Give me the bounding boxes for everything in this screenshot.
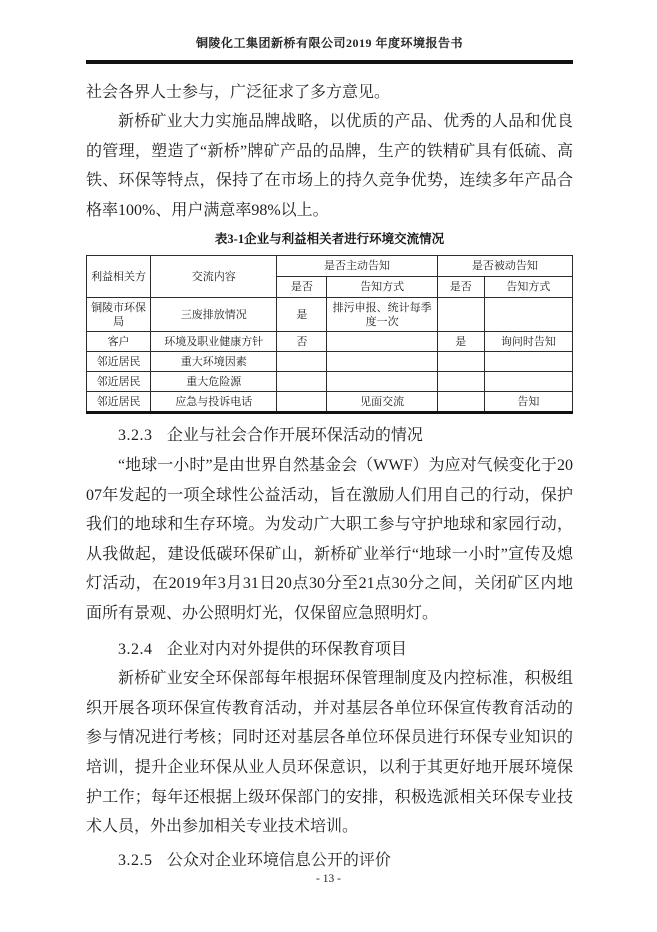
page-header — [86, 34, 573, 64]
page-number: - 13 - — [316, 873, 341, 885]
section-heading-3-2-4 — [86, 635, 573, 665]
col-header-passive-yesno: 是否 — [437, 277, 484, 298]
table-cell — [277, 372, 327, 392]
table-cell: 告知 — [484, 392, 572, 413]
table-cell: 重大危险源 — [151, 372, 277, 392]
paragraph-brand-strategy: 新桥矿业大力实施品牌战略，以优质的产品、优秀的人品和优良的管理，塑造了“新桥”牌矿产品的品牌，生产的铁精矿具有低硫、高铁、环保等特点，保持了在市场上的持久竞争优势，连续多年产品合格率100%、用户满意率98%以上。 — [86, 113, 573, 219]
table-cell — [484, 372, 572, 392]
section-title: 公众对企业环境信息公开的评价 — [166, 851, 391, 869]
table-cell: 邻近居民 — [87, 392, 151, 413]
table-cell: 见面交流 — [327, 392, 437, 413]
col-header-passive-method: 告知方式 — [484, 277, 572, 298]
table-cell — [437, 352, 484, 372]
section-title: 企业对内对外提供的环保教育项目 — [166, 640, 407, 658]
table-row — [87, 332, 573, 352]
section-title: 企业与社会合作开展环保活动的情况 — [166, 427, 423, 445]
table-cell: 铜陵市环保局 — [87, 298, 151, 332]
section-heading-3-2-5 — [86, 846, 573, 876]
table-cell — [437, 372, 484, 392]
table-cell — [437, 392, 484, 413]
header-rule — [86, 60, 573, 64]
table-row — [87, 392, 573, 413]
stakeholder-communication-table — [86, 255, 573, 414]
table-cell: 环境及职业健康方针 — [151, 332, 277, 352]
table-cell — [327, 352, 437, 372]
table-cell: 否 — [277, 332, 327, 352]
table-body — [87, 298, 573, 413]
table-cell — [327, 372, 437, 392]
table-cell: 三废排放情况 — [151, 298, 277, 332]
col-header-content: 交流内容 — [151, 256, 277, 298]
page-footer — [0, 872, 657, 886]
table-cell: 是 — [277, 298, 327, 332]
section-number: 3.2.5 — [118, 851, 153, 869]
paragraph-education-program: 新桥矿业安全环保部每年根据环保管理制度及内控标准，积极组织开展各项环保宣传教育活动，并对基层各单位环保宣传教育活动的参与情况进行考核；同时还对基层各单位环保员进行环保专业知识的培训，提升企业环保从业人员环保意识，以利于其更好地开展环境保护工作；每年还根据上级环保部门的安排，积极选派相关环保专业技术人员，外出参加相关专业技术培训。 — [86, 670, 573, 836]
table-cell: 应急与投诉电话 — [151, 392, 277, 413]
col-header-stakeholder: 利益相关方 — [87, 256, 151, 298]
table-header — [87, 256, 573, 298]
table-header-row-1 — [87, 256, 573, 277]
table-row — [87, 298, 573, 332]
table-title: 表3-1企业与利益相关者进行环境交流情况 — [214, 232, 445, 247]
table-cell — [277, 352, 327, 372]
col-header-active-notify-group: 是否主动告知 — [277, 256, 437, 277]
table-cell: 排污申报、统计每季度一次 — [327, 298, 437, 332]
table-cell — [437, 298, 484, 332]
col-header-active-method: 告知方式 — [327, 277, 437, 298]
paragraph-earth-hour: “地球一小时”是由世界自然基金会（WWF）为应对气候变化于2007年发起的一项全球性公益活动，旨在激励人们用自己的行动，保护我们的地球和生存环境。为发动广大职工参与守护地球和家园行动，从我做起，建设低碳环保矿山，新桥矿业举行“地球一小时”宣传及熄灯活动，在2019年3月31日20点30分至21点30分之间，关闭矿区内地面所有景观、办公照明灯光，仅保留应急照明灯。 — [86, 457, 573, 623]
table-row — [87, 372, 573, 392]
header-title: 铜陵化工集团新桥有限公司2019 年度环境报告书 — [195, 36, 463, 50]
col-header-passive-notify-group: 是否被动告知 — [437, 256, 572, 277]
table-cell — [484, 352, 572, 372]
document-body — [86, 78, 573, 876]
section-number: 3.2.3 — [118, 427, 153, 445]
table-cell: 邻近居民 — [87, 352, 151, 372]
table-cell: 是 — [437, 332, 484, 352]
table-cell: 邻近居民 — [87, 372, 151, 392]
col-header-active-yesno: 是否 — [277, 277, 327, 298]
table-cell — [484, 298, 572, 332]
paragraph-continuation: 社会各界人士参与，广泛征求了多方意见。 — [86, 83, 391, 101]
table-cell — [327, 332, 437, 352]
table-cell: 客户 — [87, 332, 151, 352]
section-heading-3-2-3 — [86, 421, 573, 451]
section-number: 3.2.4 — [118, 640, 153, 658]
table-cell: 重大环境因素 — [151, 352, 277, 372]
table-cell: 询问时告知 — [484, 332, 572, 352]
table-row — [87, 352, 573, 372]
table-cell — [277, 392, 327, 413]
